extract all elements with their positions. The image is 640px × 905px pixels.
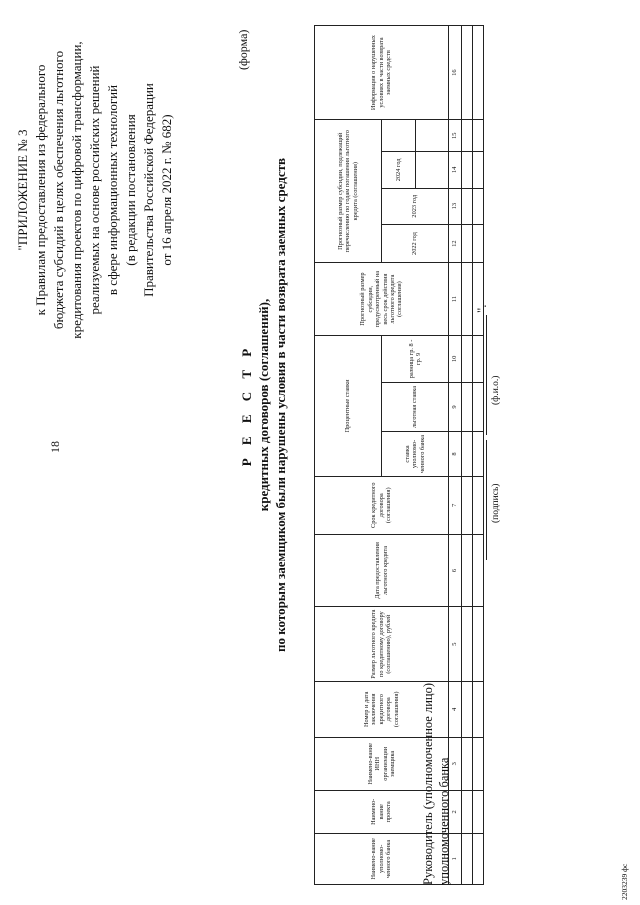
signatory-line-1: Руководитель (уполномоченное лицо) bbox=[421, 682, 435, 885]
page-number: 18 bbox=[48, 441, 62, 453]
name-line bbox=[486, 315, 487, 435]
column-number: 3 bbox=[449, 737, 462, 790]
header-interest-rates: Процентные ставки bbox=[315, 335, 382, 476]
title-line-2: по которым заемщиком были нарушены условия в части возврата заемных средств bbox=[273, 157, 288, 653]
appendix-line: реализуемых на основе российских решений bbox=[87, 65, 102, 315]
header-subsidy-by-years: Прогнозный размер субсидии, подлежащий перечислению по годам погашения льготного кредита (соглашения) bbox=[315, 120, 382, 263]
table-row bbox=[473, 26, 484, 885]
column-number: 10 bbox=[449, 335, 462, 382]
column-number: 8 bbox=[449, 432, 462, 477]
column-number: 7 bbox=[449, 476, 462, 534]
header-borrower: Наимено-вание ИНН организации заемщика bbox=[315, 737, 449, 790]
closing-quote: ". bbox=[474, 304, 489, 313]
header-project: Наимено-вание проекта bbox=[315, 790, 449, 833]
document-code: 2203239 фс bbox=[620, 863, 629, 900]
header-contract: Номер и дата заключения кредитного договора (соглашения) bbox=[315, 682, 449, 738]
header-rate-difference: разница гр. 8 - гр. 9 bbox=[382, 335, 449, 382]
header-violation-info: Информация о нарушенных условиях в части возврата заемных средств bbox=[315, 26, 449, 120]
table-row bbox=[462, 26, 473, 885]
header-year-2022: 2022 год bbox=[382, 224, 449, 262]
signature-line bbox=[486, 440, 487, 560]
column-number: 9 bbox=[449, 382, 462, 431]
title-reestr: Р Е Е С Т Р bbox=[239, 343, 254, 467]
appendix-line: в сфере информационных технологий bbox=[105, 84, 120, 296]
appendix-line: Правительства Российской Федерации bbox=[141, 83, 156, 297]
column-number: 11 bbox=[449, 263, 462, 336]
column-number: 4 bbox=[449, 682, 462, 738]
header-col-14-sub bbox=[416, 152, 449, 188]
column-number: 16 bbox=[449, 26, 462, 120]
header-year-2024: 2024 год bbox=[382, 152, 416, 188]
column-number: 1 bbox=[449, 833, 462, 884]
appendix-line: "ПРИЛОЖЕНИЕ № 3 bbox=[15, 129, 30, 251]
column-number: 5 bbox=[449, 607, 462, 682]
column-number: 12 bbox=[449, 224, 462, 262]
column-number: 2 bbox=[449, 790, 462, 833]
column-number: 6 bbox=[449, 534, 462, 607]
appendix-line: бюджета субсидий в целях обеспечения льготного bbox=[51, 50, 66, 330]
title-line-1: кредитных договоров (соглашений), bbox=[256, 298, 271, 512]
header-loan-date: Дата предоставления льготного кредита bbox=[315, 534, 449, 607]
document-title bbox=[238, 155, 289, 655]
header-preferential-rate: льготная ставка bbox=[382, 382, 449, 431]
registry-table bbox=[314, 25, 484, 885]
header-loan-amount: Размер льготного кредита по кредитному договору (соглашению), рублей bbox=[315, 607, 449, 682]
header-col-15 bbox=[382, 120, 416, 152]
header-year-2023: 2023 год bbox=[382, 188, 449, 224]
appendix-header bbox=[14, 10, 176, 370]
column-number: 15 bbox=[449, 120, 462, 152]
signatory-line-2: уполномоченного банка bbox=[437, 757, 451, 885]
appendix-line: кредитования проектов по цифровой трансформации, bbox=[69, 41, 84, 339]
column-number: 14 bbox=[449, 152, 462, 188]
name-caption: (ф.и.о.) bbox=[491, 375, 501, 405]
appendix-line: (в редакции постановления bbox=[123, 114, 138, 266]
header-bank: Наимено-вание уполномо-ченного банка bbox=[315, 833, 449, 884]
appendix-line: к Правилам предоставления из федерального bbox=[33, 64, 48, 316]
form-label: (форма) bbox=[236, 29, 250, 70]
signature-caption: (подпись) bbox=[491, 483, 501, 523]
header-term: Срок кредитного договора (соглашения) bbox=[315, 476, 449, 534]
signatory-block bbox=[420, 683, 452, 885]
column-number: 13 bbox=[449, 188, 462, 224]
header-col-15-sub bbox=[416, 120, 449, 152]
header-forecast-subsidy: Прогнозный размер субсидии, предусмотренный на весь срок действия льготного кредита (соглашения) bbox=[315, 263, 449, 336]
appendix-line: от 16 апреля 2022 г. № 682) bbox=[159, 114, 174, 266]
header-bank-rate: ставка уполномо-ченного банка bbox=[382, 432, 449, 477]
